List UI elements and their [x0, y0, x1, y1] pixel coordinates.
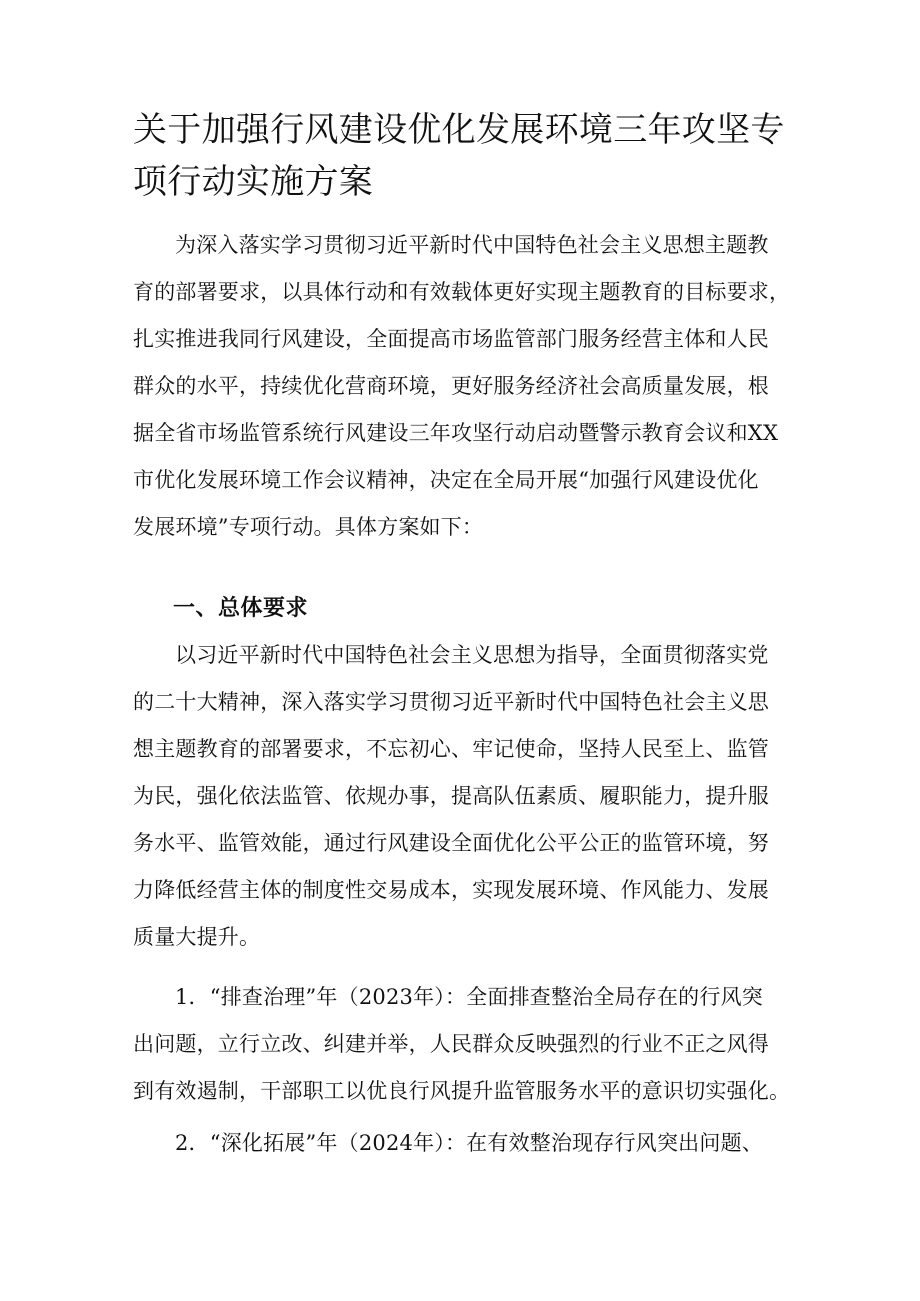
text-line: 为民，强化依法监管、依规办事，提高队伍素质、履职能力，提升服: [133, 784, 769, 808]
title-line: 项行动实施方案: [133, 162, 374, 202]
text-line: 育的部署要求，以具体行动和有效载体更好实现主题教育的目标要求，: [133, 280, 791, 304]
document-title: [133, 104, 813, 208]
section-paragraph: [133, 632, 793, 961]
list-item: [133, 974, 793, 1115]
text-line: 发展环境”专项行动。具体方案如下：: [133, 515, 484, 539]
text-line: 2．“深化拓展”年（2024年）：在有效整治现存行风突出问题、: [175, 1131, 763, 1155]
text-line: 想主题教育的部署要求，不忘初心、牢记使命，坚持人民至上、监管: [133, 737, 769, 761]
title-line: 关于加强行风建设优化发展环境三年攻坚专: [133, 110, 785, 150]
text-line: 1．“排查治理”年（2023年）：全面排查整治全局存在的行风突: [175, 985, 763, 1009]
text-line: 扎实推进我同行风建设，全面提高市场监管部门服务经营主体和人民: [133, 327, 769, 351]
text-line: 质量大提升。: [133, 925, 261, 949]
text-line: 市优化发展环境工作会议精神，决定在全局开展“加强行风建设优化: [133, 468, 759, 492]
section-heading: 一、总体要求: [173, 596, 309, 621]
text-line: 为深入落实学习贯彻习近平新时代中国特色社会主义思想主题教: [175, 233, 769, 257]
text-line: 务水平、监管效能，通过行风建设全面优化公平公正的监管环境，努: [133, 831, 769, 855]
text-line: 据全省市场监管系统行风建设三年攻坚行动启动暨警示教育会议和XX: [133, 421, 779, 445]
section-heading-container: [133, 585, 793, 632]
text-line: 到有效遏制，干部职工以优良行风提升监管服务水平的意识切实强化。: [133, 1079, 791, 1103]
text-line: 出问题，立行立改、纠建并举，人民群众反映强烈的行业不正之风得: [133, 1032, 769, 1056]
intro-paragraph: [133, 222, 793, 551]
text-line: 力降低经营主体的制度性交易成本，实现发展环境、作风能力、发展: [133, 878, 769, 902]
text-line: 以习近平新时代中国特色社会主义思想为指导，全面贯彻落实党: [175, 643, 769, 667]
text-line: 的二十大精神，深入落实学习贯彻习近平新时代中国特色社会主义思: [133, 690, 769, 714]
list-item: [133, 1120, 793, 1167]
text-line: 群众的水平，持续优化营商环境，更好服务经济社会高质量发展，根: [133, 374, 769, 398]
